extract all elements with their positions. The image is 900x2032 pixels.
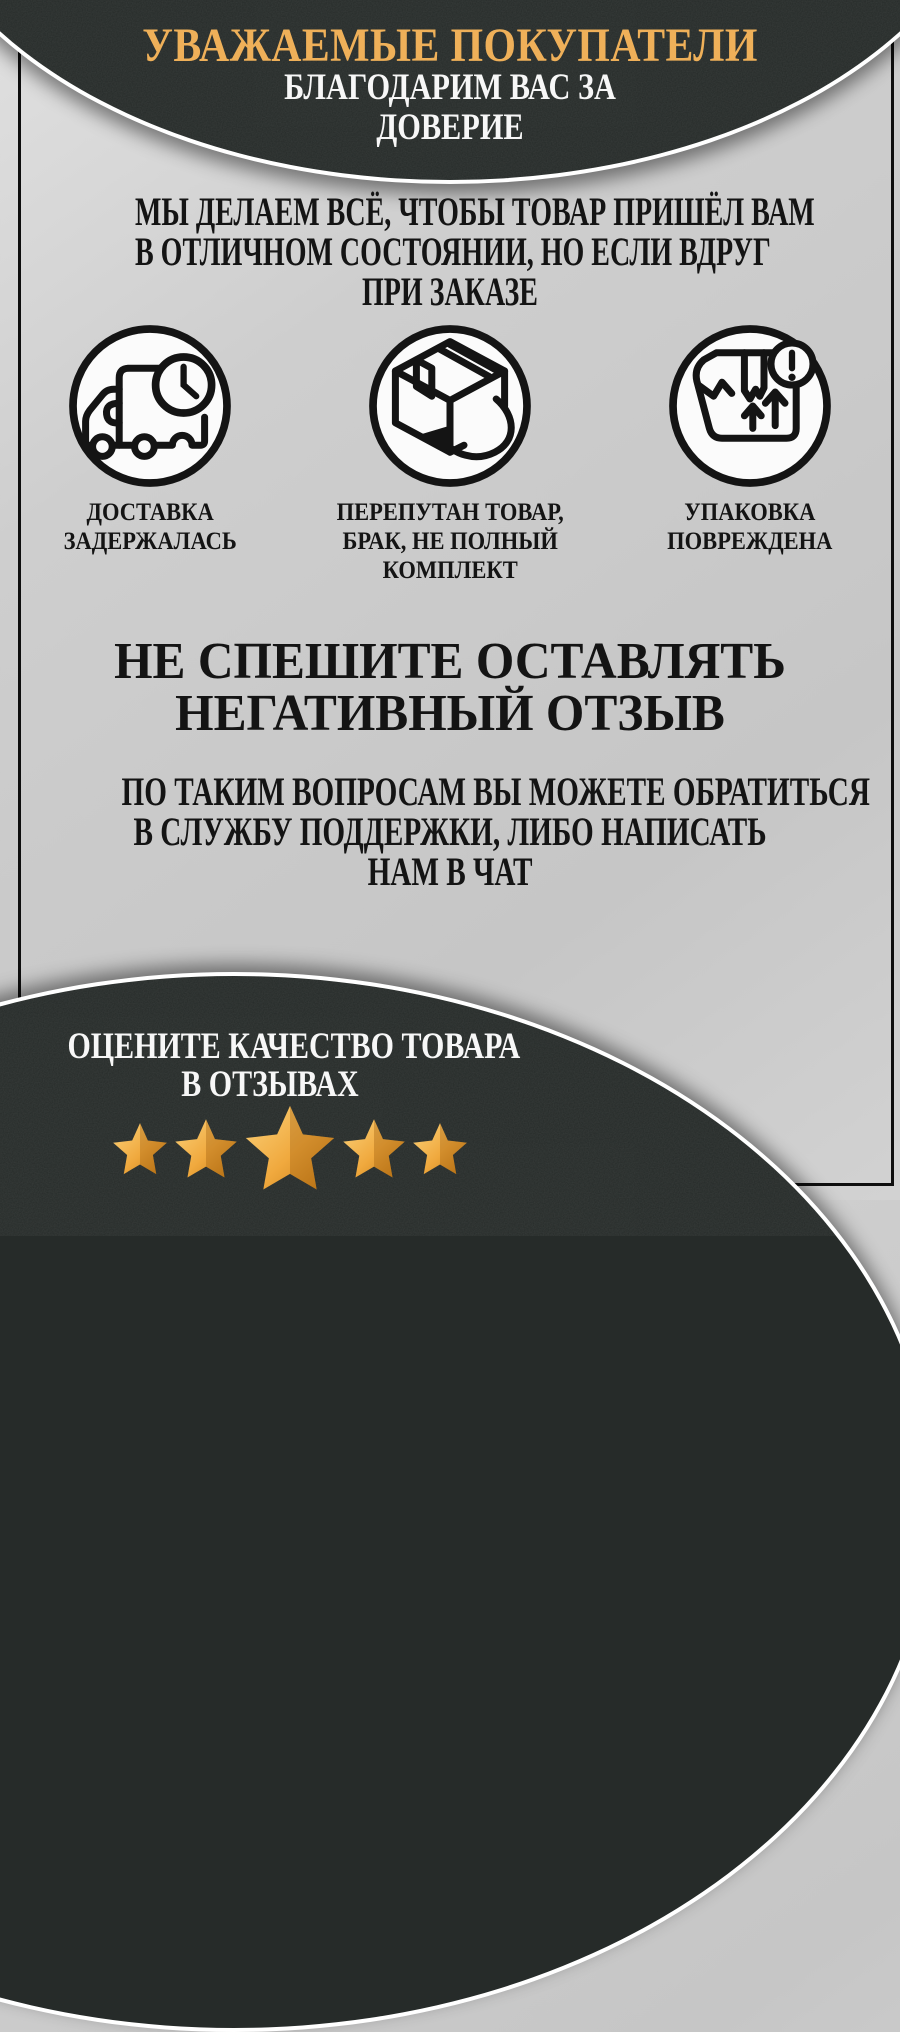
rating-stars (90, 1100, 490, 1200)
issue-label: ДОСТАВКА ЗАДЕРЖАЛАСЬ (63, 499, 237, 555)
support-line: В СЛУЖБУ ПОДДЕРЖКИ, ЛИБО НАПИСАТЬ (133, 809, 767, 854)
star-icon (112, 1122, 168, 1178)
star-icon (244, 1104, 336, 1196)
issue-delivery-delayed (0, 322, 300, 585)
footer-heading (20, 1028, 520, 1104)
support-line: ПО ТАКИМ ВОПРОСАМ ВЫ МОЖЕТЕ ОБРАТИТЬСЯ (121, 769, 870, 814)
intro-line: ПРИ ЗАКАЗЕ (362, 269, 538, 314)
support-line: НАМ В ЧАТ (367, 849, 533, 894)
support-paragraph (0, 769, 900, 894)
issue-wrong-item (300, 322, 600, 585)
issue-damaged-package (600, 322, 900, 585)
header-subtitle-line: ДОВЕРИЕ (376, 107, 524, 148)
header-title (0, 19, 900, 72)
damaged-package-icon (666, 322, 834, 490)
star-icon (174, 1118, 238, 1182)
star-icon (412, 1122, 468, 1178)
intro-line: В ОТЛИЧНОМ СОСТОЯНИИ, НО ЕСЛИ ВДРУГ (135, 229, 771, 274)
issues-row (0, 322, 900, 585)
warning-heading (0, 633, 900, 742)
header-title-text: УВАЖАЕМЫЕ ПОКУПАТЕЛИ (142, 19, 758, 72)
intro-line: МЫ ДЕЛАЕМ ВСЁ, ЧТОБЫ ТОВАР ПРИШЁЛ ВАМ (135, 189, 815, 234)
delivery-truck-clock-icon (66, 322, 234, 490)
warning-line: НЕ СПЕШИТЕ ОСТАВЛЯТЬ (114, 633, 786, 690)
issue-label: УПАКОВКА ПОВРЕЖДЕНА (667, 499, 833, 555)
star-icon (342, 1118, 406, 1182)
issue-label: ПЕРЕПУТАН ТОВАР, БРАК, НЕ ПОЛНЫЙ КОМПЛЕКТ (336, 499, 564, 584)
box-return-arrow-icon (366, 322, 534, 490)
header-subtitle (0, 68, 900, 148)
intro-paragraph (0, 189, 900, 314)
footer-line: ОЦЕНИТЕ КАЧЕСТВО ТОВАРА (67, 1026, 521, 1067)
footer-line: В ОТЗЫВАХ (181, 1064, 359, 1105)
warning-line: НЕГАТИВНЫЙ ОТЗЫВ (175, 685, 725, 742)
header-subtitle-line: БЛАГОДАРИМ ВАС ЗА (284, 67, 616, 108)
